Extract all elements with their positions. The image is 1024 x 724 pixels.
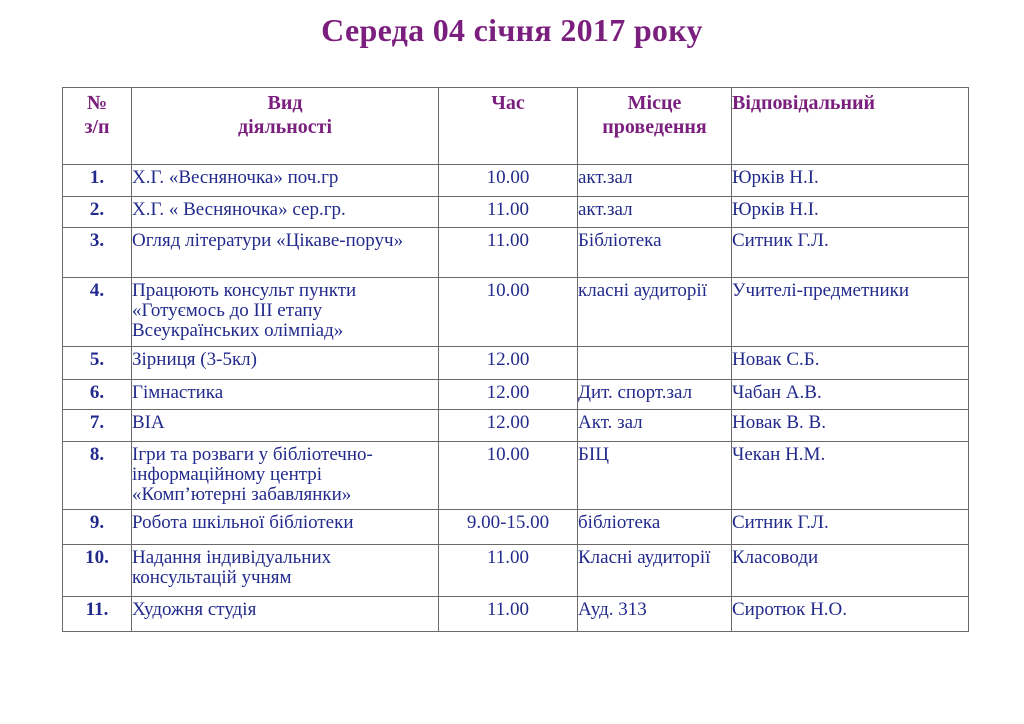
header-number-line2: з/п [84,116,110,138]
row-responsible: Сиротюк Н.О. [732,597,969,632]
row-number: 1. [63,165,132,197]
row-time: 11.00 [439,597,578,632]
row-time: 12.00 [439,347,578,380]
row-place: Ауд. 313 [578,597,732,632]
page-title: Середа 04 січня 2017 року [321,12,703,48]
row-time: 9.00-15.00 [439,510,578,545]
row-activity: Ігри та розваги у бібліотечно-інформаційному центрі «Комп’ютерні забавлянки» [132,442,439,510]
row-place: Бібліотека [578,228,732,278]
table-row [63,197,969,228]
row-place: акт.зал [578,165,732,197]
row-responsible: Юрків Н.І. [732,165,969,197]
table-row [63,510,969,545]
row-place: класні аудиторії [578,278,732,347]
row-place: Дит. спорт.зал [578,380,732,410]
header-place-line1: Місце [627,92,682,114]
table-row [63,165,969,197]
header-place-line2: проведення [602,116,707,138]
row-responsible: Чабан А.В. [732,380,969,410]
row-responsible: Ситник Г.Л. [732,228,969,278]
row-place [578,347,732,380]
row-time: 10.00 [439,165,578,197]
row-responsible: Чекан Н.М. [732,442,969,510]
row-place: Акт. зал [578,410,732,442]
row-number: 5. [63,347,132,380]
table-header-row [63,88,969,165]
row-time: 10.00 [439,278,578,347]
row-place: Класні аудиторії [578,545,732,597]
table-row [63,597,969,632]
row-number: 2. [63,197,132,228]
row-activity: Огляд літератури «Цікаве-поруч» [132,228,439,278]
header-time [439,88,578,165]
header-number [63,88,132,165]
header-responsible [732,88,969,165]
schedule-table [62,87,969,632]
header-time-label: Час [491,92,525,114]
row-activity: Надання індивідуальних консультацій учням [132,545,439,597]
row-number: 9. [63,510,132,545]
table-row [63,545,969,597]
table-row [63,442,969,510]
row-number: 8. [63,442,132,510]
row-responsible: Новак С.Б. [732,347,969,380]
row-activity: Гімнастика [132,380,439,410]
row-time: 11.00 [439,545,578,597]
row-activity: Х.Г. «Весняночка» поч.гр [132,165,439,197]
row-responsible: Ситник Г.Л. [732,510,969,545]
row-responsible: Учителі-предметники [732,278,969,347]
row-number: 4. [63,278,132,347]
row-number: 7. [63,410,132,442]
row-time: 11.00 [439,228,578,278]
table-row [63,410,969,442]
row-activity: Художня студія [132,597,439,632]
row-activity: Робота шкільної бібліотеки [132,510,439,545]
header-number-line1: № [86,92,108,114]
table-row [63,380,969,410]
row-place: БІЦ [578,442,732,510]
row-number: 11. [63,597,132,632]
header-activity-line1: Вид [267,92,303,114]
header-place [578,88,732,165]
row-place: бібліотека [578,510,732,545]
table-row [63,228,969,278]
row-number: 6. [63,380,132,410]
row-number: 10. [63,545,132,597]
header-activity-line2: діяльності [237,116,333,138]
header-activity [132,88,439,165]
header-responsible-label: Відповідальний [732,92,876,114]
row-time: 11.00 [439,197,578,228]
row-place: акт.зал [578,197,732,228]
row-activity: Працюють консульт пункти «Готуємось до ІІІ етапу Всеукраїнських олімпіад» [132,278,439,347]
row-activity: Х.Г. « Весняночка» сер.гр. [132,197,439,228]
table-row [63,278,969,347]
row-responsible: Класоводи [732,545,969,597]
row-responsible: Юрків Н.І. [732,197,969,228]
row-number: 3. [63,228,132,278]
row-responsible: Новак В. В. [732,410,969,442]
row-time: 12.00 [439,410,578,442]
row-activity: ВІА [132,410,439,442]
row-time: 10.00 [439,442,578,510]
table-row [63,347,969,380]
row-activity: Зірниця (3-5кл) [132,347,439,380]
row-time: 12.00 [439,380,578,410]
